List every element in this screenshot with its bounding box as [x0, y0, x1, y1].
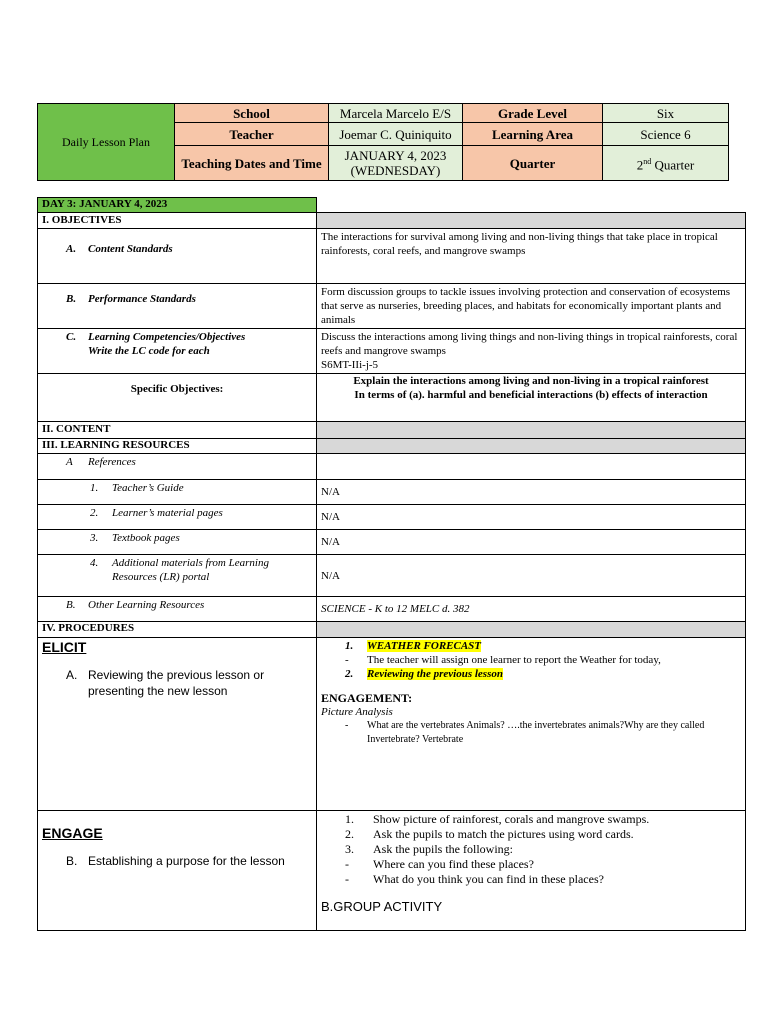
elicit-content: 1. WEATHER FORECAST - The teacher will assign one learner to report the Weather for today, 2. Reviewing the previous lesson ENGAGEMENT: Picture Analysis - What are the vertebrates Animals? ….the invertebrates animals?Why are they called Invertebrate? Vertebrate	[317, 638, 746, 811]
teaching-dates-label: Teaching Dates and Time	[175, 146, 329, 181]
ref-textbook-pages: 3. Textbook pages	[38, 530, 317, 555]
other-learning-resources: B. Other Learning Resources	[38, 597, 317, 622]
grade-level-label: Grade Level	[463, 104, 603, 123]
learning-area-label: Learning Area	[463, 123, 603, 146]
engagement-heading: ENGAGEMENT:	[321, 691, 413, 705]
elicit-title: ELICIT	[42, 639, 87, 655]
day-label: DAY 3: JANUARY 4, 2023	[38, 198, 317, 213]
learning-competencies-label: C. Learning Competencies/Objectives Write the LC code for each	[38, 329, 317, 374]
specific-objectives-text: Explain the interactions among living and non-living in a tropical rainforest In terms of (a). harmful and beneficial interactions (b) effects of interaction	[317, 374, 746, 422]
reviewing-previous-lesson: Reviewing the previous lesson	[367, 668, 503, 680]
engage-cell: ENGAGE B. Establishing a purpose for the lesson	[38, 811, 317, 931]
learning-competencies-text: Discuss the interactions among living things and non-living things in tropical rainforests, coral reefs and mangrove swamps S6MT-IIi-j-5	[317, 329, 746, 374]
elicit-cell: ELICIT A. Reviewing the previous lesson or presenting the new lesson	[38, 638, 317, 811]
ref-learners-material: 2. Learner’s material pages	[38, 505, 317, 530]
lesson-plan-table	[37, 197, 746, 931]
performance-standards-text: Form discussion groups to tackle issues involving protection and conservation of ecosystems that serve as nurseries, breeding places, and habitats for economically important plants and animals	[317, 284, 746, 329]
performance-standards-label: B. Performance Standards	[38, 284, 317, 329]
teacher-label: Teacher	[175, 123, 329, 146]
school-label: School	[175, 104, 329, 123]
engage-content: 1. Show picture of rainforest, corals and mangrove swamps. 2. Ask the pupils to match the pictures using word cards. 3. Ask the pupils the following: - Where can you find these places? - What do you think you can find in these places? B.GROUP ACTIVITY	[317, 811, 746, 931]
picture-analysis: Picture Analysis	[321, 706, 393, 718]
learning-resources-heading: III. LEARNING RESOURCES	[38, 439, 317, 454]
ref-additional-materials-value: N/A	[317, 555, 746, 597]
school-value: Marcela Marcelo E/S	[329, 104, 463, 123]
grade-level-value: Six	[603, 104, 729, 123]
ref-learners-material-value: N/A	[317, 505, 746, 530]
daily-lesson-plan-title: Daily Lesson Plan	[38, 104, 175, 181]
specific-objectives-label: Specific Objectives:	[38, 374, 317, 422]
group-activity: B.GROUP ACTIVITY	[321, 899, 443, 914]
engage-item: Establishing a purpose for the lesson	[88, 854, 285, 868]
weather-forecast: WEATHER FORECAST	[367, 640, 482, 652]
picture-analysis-question: What are the vertebrates Animals? ….the invertebrates animals?Why are they called Invertebrate? Vertebrate	[367, 720, 705, 745]
content-heading: II. CONTENT	[38, 422, 317, 439]
ref-teachers-guide: 1. Teacher’s Guide	[38, 480, 317, 505]
other-learning-resources-value: SCIENCE - K to 12 MELC d. 382	[317, 597, 746, 622]
teacher-value: Joemar C. Quiniquito	[329, 123, 463, 146]
teaching-dates-value: JANUARY 4, 2023 (WEDNESDAY)	[329, 146, 463, 181]
lc-code: S6MT-IIi-j-5	[321, 359, 379, 371]
engage-title: ENGAGE	[42, 825, 103, 841]
ref-textbook-pages-value: N/A	[317, 530, 746, 555]
elicit-item: Reviewing the previous lesson or presenting the new lesson	[88, 668, 265, 698]
ref-teachers-guide-value: N/A	[317, 480, 746, 505]
learning-area-value: Science 6	[603, 123, 729, 146]
quarter-label: Quarter	[463, 146, 603, 181]
content-standards-text: The interactions for survival among living and non-living things that take place in tropical rainforests, coral reefs, and mangrove swamps	[317, 229, 746, 284]
procedures-heading: IV. PROCEDURES	[38, 622, 317, 638]
references-label: A References	[38, 454, 317, 480]
objectives-heading: I. OBJECTIVES	[38, 213, 317, 229]
content-standards-label: A. Content Standards	[38, 229, 317, 284]
ref-additional-materials: 4. Additional materials from Learning Resources (LR) portal	[38, 555, 317, 597]
header-table	[37, 103, 729, 181]
quarter-value: 2nd Quarter	[603, 146, 729, 181]
